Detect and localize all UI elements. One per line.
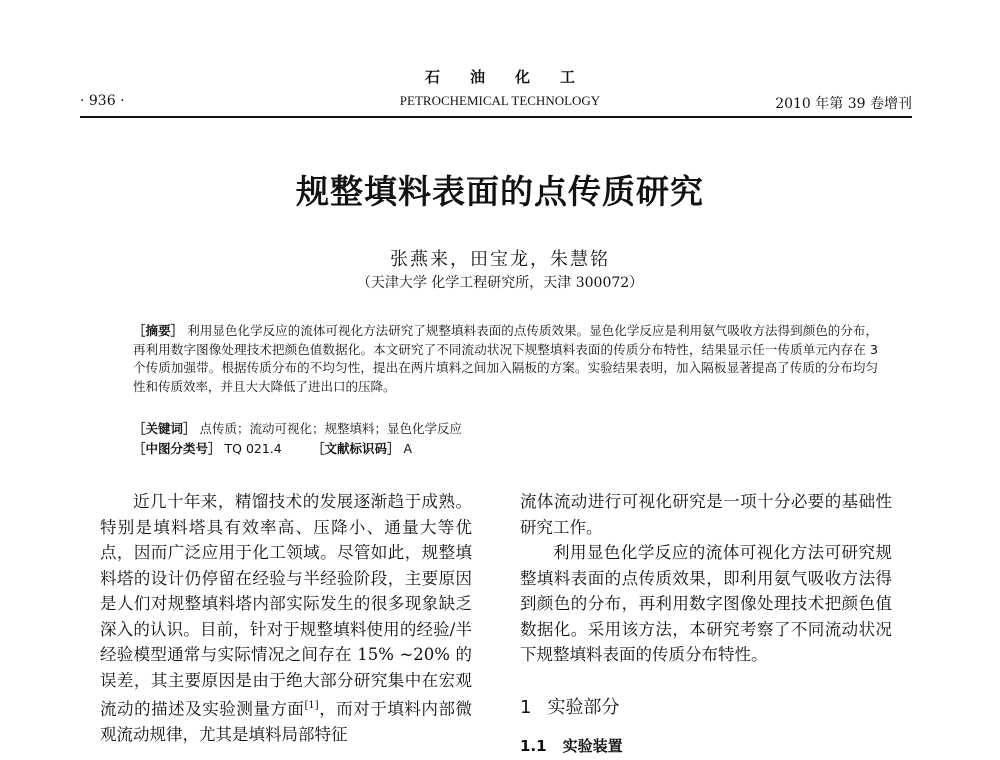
journal-name-english: PETROCHEMICAL TECHNOLOGY: [399, 93, 601, 108]
header-rule: [80, 116, 912, 118]
document-code: [312, 439, 412, 457]
document-code-label: ［文献标识码］: [312, 441, 400, 456]
keywords-text: 点传质；流动可视化；规整填料；显色化学反应: [199, 421, 463, 436]
body-text-left-continued: ，而对于填料内部微观流动规律，尤其是填料局部特征: [100, 699, 473, 744]
section-title: 实验部分: [547, 697, 620, 718]
body-paragraph-continued: 流体流动进行可视化研究是一项十分必要的基础性研究工作。: [520, 492, 892, 537]
keywords-label: ［关键词］: [133, 421, 196, 436]
page-number: · 936 ·: [80, 93, 125, 109]
section-heading: [520, 693, 619, 719]
section-number: 1: [520, 697, 532, 718]
subsection-heading: [520, 735, 623, 756]
subsection-title: 实验装置: [562, 737, 623, 755]
body-paragraph: 利用显色化学反应的流体可视化方法可研究规整填料表面的点传质效果，即利用氨气吸收方法得到颜色的分布，再利用数字图像处理技术把颜色值数据化。采用该方法，本研究考察了不同流动状况下规整填料表面的传质分布特性。: [520, 543, 892, 664]
classification-value: TQ 021.4: [224, 441, 282, 456]
document-code-value: A: [403, 441, 413, 456]
body-column-left: [100, 489, 472, 748]
subsection-number: 1.1: [520, 737, 547, 755]
authors: 张燕来，田宝龙，朱慧铭: [390, 249, 610, 270]
affiliation: （天津大学 化学工程研究所，天津 300072）: [356, 275, 644, 291]
journal-name-chinese: 石油化工: [424, 68, 605, 86]
body-text-left: 近几十年来，精馏技术的发展逐渐趋于成熟。特别是填料塔具有效率高、压降小、通量大等优点，因而广泛应用于化工领域。尽管如此，规整填料塔的设计仍停留在经验与半经验阶段，主要原因是人们对规整填料塔内部实际发生的很多现象缺乏深入的认识。目前，针对于规整填料使用的经验/半经验模型通常与实际情况之间存在 15% ~20% 的误差，其主要原因是由于绝大部分研究集中在宏观流动的描述及实验测量方面: [100, 492, 472, 719]
classification: [133, 439, 282, 457]
body-column-right: [520, 489, 892, 668]
abstract-text: 利用显色化学反应的流体可视化方法研究了规整填料表面的点传质效果。显色化学反应是利用氨气吸收方法得到颜色的分布，再利用数字图像处理技术把颜色值数据化。本文研究了不同流动状况下规整填料表面的传质分布特性，结果显示任一传质单元内存在 3 个传质加强带。根据传质分布的不均匀性，提出在两片填料之间加入隔板的方案。实验结果表明，加入隔板显著提高了传质的分布均匀性和传质效率，并且大大降低了进出口的压降。: [133, 323, 878, 394]
keywords: [133, 419, 462, 437]
classification-label: ［中图分类号］: [133, 441, 221, 456]
body-paragraph: [100, 489, 472, 748]
issue-info: 2010 年第 39 卷增刊: [775, 96, 912, 112]
abstract-label: ［摘要］: [133, 323, 184, 338]
article-title: 规整填料表面的点传质研究: [296, 172, 704, 211]
citation-ref[interactable]: [1]: [304, 700, 319, 711]
abstract: [133, 322, 878, 396]
